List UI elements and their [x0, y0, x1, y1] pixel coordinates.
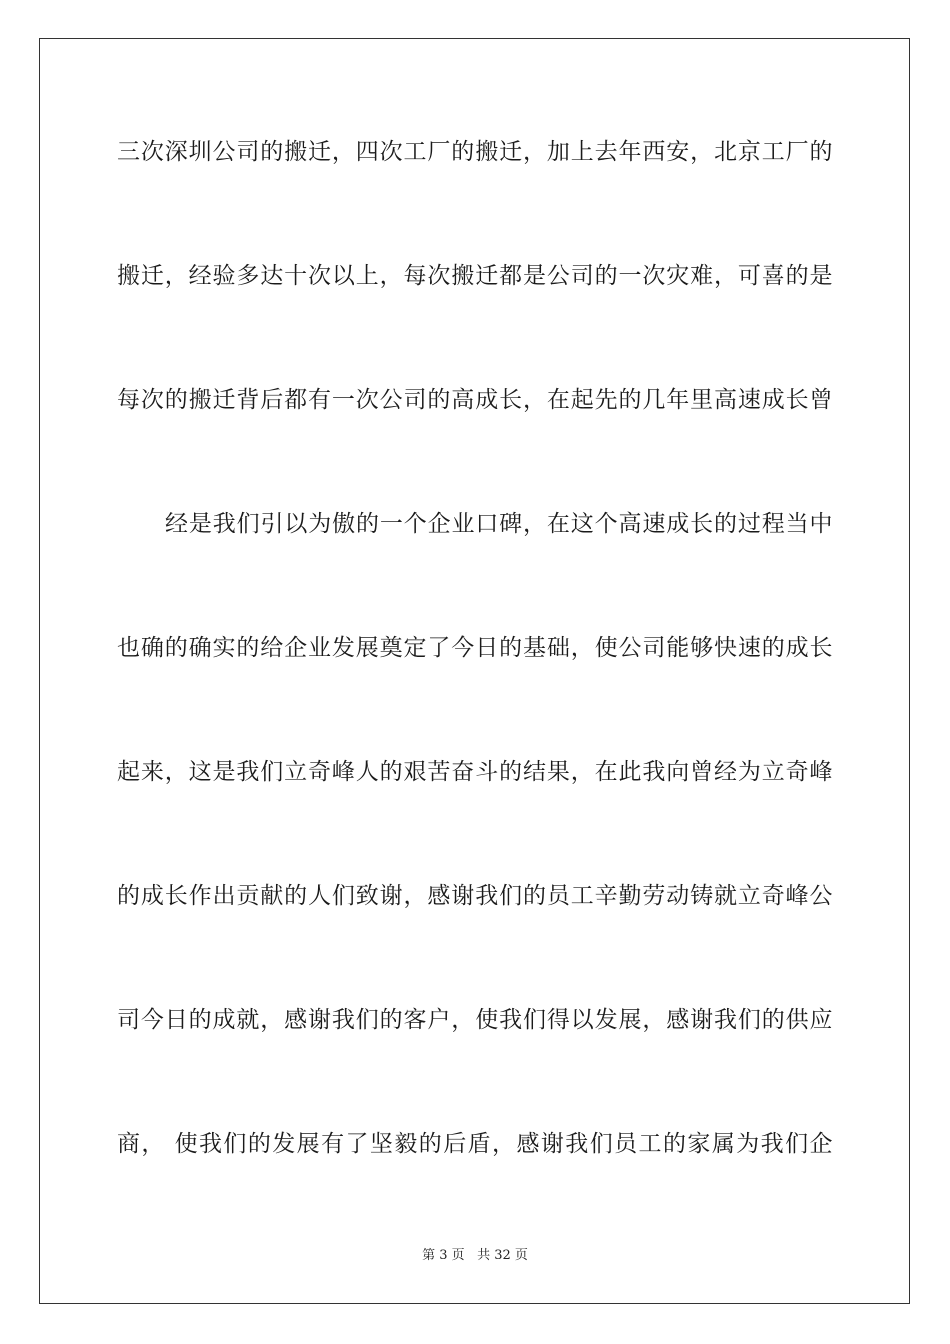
- page-border: [39, 38, 910, 1304]
- page-footer: [0, 1247, 950, 1265]
- text-line-8: 司今日的成就，感谢我们的客户，使我们得以发展，感谢我们的供应: [117, 1007, 833, 1033]
- text-line-4: 经是我们引以为傲的一个企业口碑，在这个高速成长的过程当中: [165, 511, 833, 537]
- page-total: 共 32 页: [477, 1248, 528, 1263]
- text-line-6: 起来，这是我们立奇峰人的艰苦奋斗的结果，在此我向曾经为立奇峰: [117, 759, 833, 785]
- text-line-5: 也确的确实的给企业发展奠定了今日的基础，使公司能够快速的成长: [117, 635, 833, 661]
- text-line-3: 每次的搬迁背后都有一次公司的高成长，在起先的几年里高速成长曾: [117, 387, 833, 413]
- text-line-2: 搬迁，经验多达十次以上，每次搬迁都是公司的一次灾难，可喜的是: [117, 263, 833, 289]
- text-line-7: 的成长作出贡献的人们致谢，感谢我们的员工辛勤劳动铸就立奇峰公: [117, 883, 833, 909]
- page-number: 第 3 页: [422, 1248, 465, 1263]
- text-line-9: 商， 使我们的发展有了坚毅的后盾，感谢我们员工的家属为我们企: [117, 1131, 833, 1157]
- text-line-1: 三次深圳公司的搬迁，四次工厂的搬迁，加上去年西安，北京工厂的: [117, 139, 833, 165]
